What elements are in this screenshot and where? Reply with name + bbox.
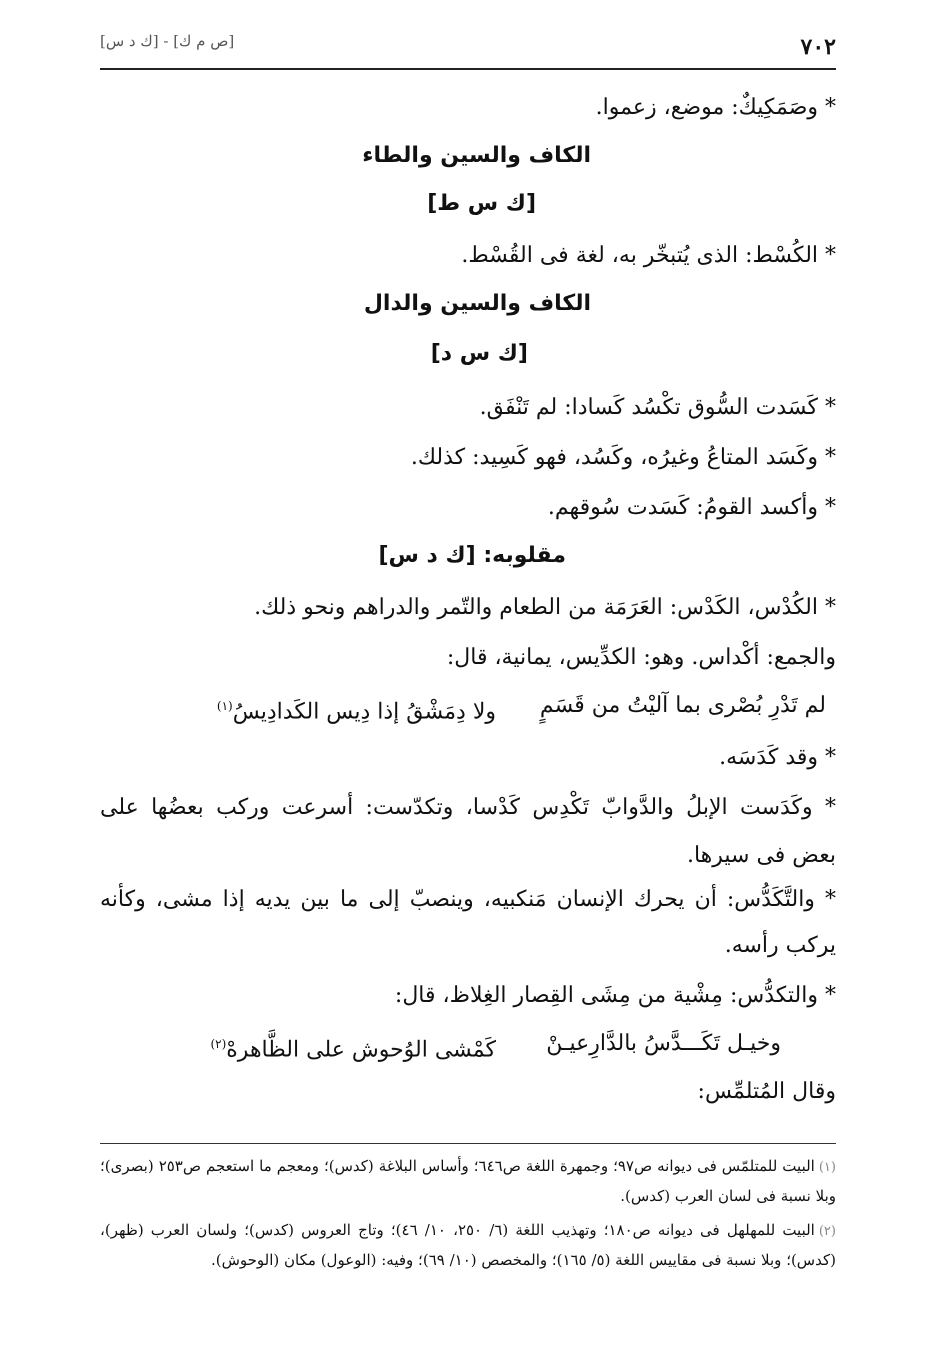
entry-line: * والتَّكَدُّس: أن يحرك الإنسان مَنكبيه، وينصبّ إلى ما بين يديه إذا مشى، وكأنه <box>100 887 836 912</box>
entry-line: * وصَمَكِيكٌ: موضع، زعموا. <box>595 95 836 120</box>
footnote-text: البيت للمتلمّس فى ديوانه ص٩٧؛ وجمهرة اللغة ص٦٤٦؛ وأساس البلاغة (كدس)؛ ومعجم ما استعجم ص٢٥٣ (بصرى)؛ وبلا نسبة فى لسان العرب (كدس). <box>100 1157 836 1205</box>
footnote-1 <box>100 1152 836 1210</box>
footnote-text: البيت للمهلهل فى ديوانه ص١٨٠؛ وتهذيب اللغة (٦/ ٢٥٠، ١٠/ ٤٦)؛ وتاج العروس (كدس)؛ ولسان العرب (ظهر)، (كدس)؛ وبلا نسبة فى مقاييس اللغة (٥/ ١٦٥)؛ والمخصص (١٠/ ٦٩)؛ وفيه: (الوعول) مكان (الوحوش). <box>100 1221 836 1269</box>
root-heading: [ك س د] <box>430 341 528 366</box>
section-heading: مقلوبه: [ك د س] <box>378 543 566 568</box>
verse-hemistich-first: لم تَدْرِ بُصْرى بما آليْتُ من قَسَمٍ <box>539 693 826 718</box>
entry-line: * وقد كَدَسَه. <box>719 745 836 770</box>
verse-text: ولا دِمَشْقُ إذا دِيس الكَدادِيسُ <box>232 699 496 725</box>
entry-line: * وأكسد القومُ: كَسَدت سُوقهم. <box>547 495 836 520</box>
entry-line: * الكُسْط: الذى يُتبخّر به، لغة فى القُسْط. <box>461 243 836 268</box>
entry-line: * والتكدُّس: مِشْية من مِشَى القِصار الغِلاظ، قال: <box>394 983 836 1008</box>
page-header <box>100 28 836 70</box>
entry-line: والجمع: أكْداس. وهو: الكدِّيس، يمانية، قال: <box>446 645 836 670</box>
footnote-marker: (٢) <box>818 1224 836 1239</box>
footnote-marker: (١) <box>818 1160 836 1175</box>
entry-line: وقال المُتلمِّس: <box>697 1079 836 1104</box>
verse-hemistich-first: وخيـل تَكَـــدَّسُ بالدَّارِعيـنْ <box>546 1031 781 1056</box>
footnote-divider <box>100 1143 836 1144</box>
entry-line: * وكَسَد المتاعُ وغيرُه، وكَسُد، فهو كَسِيد: كذلك. <box>410 445 836 470</box>
entry-line: * وكَدَست الإبلُ والدَّوابّ تَكْدِس كَدْسا، وتكدّست: أسرعت وركب بعضُها على <box>100 795 836 820</box>
running-head: [ص م ك] - [ك د س] <box>100 32 235 50</box>
section-heading: الكاف والسين والدال <box>363 291 591 316</box>
footnote-ref: (٢) <box>210 1037 227 1051</box>
entry-line: * كَسَدت السُّوق تكْسُد كَسادا: لم تَنْفَق. <box>479 395 836 420</box>
verse-hemistich-second <box>210 1028 496 1066</box>
entry-line-continuation: يركب رأسه. <box>724 933 836 958</box>
entry-line: * الكُدْس، الكَدْس: العَرَمَة من الطعام والتّمر والدراهم ونحو ذلك. <box>254 595 836 620</box>
footnote-ref: (١) <box>216 699 233 713</box>
page-number: ٧٠٢ <box>800 34 836 60</box>
root-heading: [ك س ط] <box>427 191 536 216</box>
section-heading: الكاف والسين والطاء <box>362 143 591 168</box>
footnote-2 <box>100 1216 836 1274</box>
verse-hemistich-second <box>217 690 496 728</box>
entry-line-continuation: بعض فى سيرها. <box>686 843 836 868</box>
verse-text: كَمْشى الوُحوش على الظَّاهرهْ <box>226 1037 496 1063</box>
